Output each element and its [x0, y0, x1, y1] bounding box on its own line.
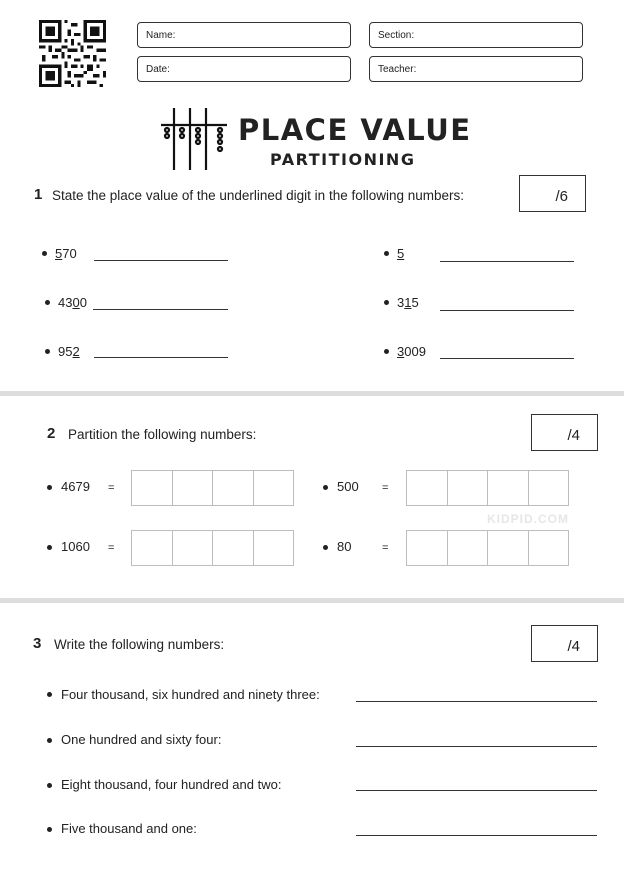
q2-number-2: 500 — [337, 479, 359, 494]
equals-sign: = — [382, 542, 389, 554]
partition-cell[interactable] — [528, 470, 570, 506]
bullet — [47, 545, 52, 550]
q3-item-2: One hundred and sixty four: — [61, 732, 222, 747]
underlined-digit: 3 — [397, 344, 405, 359]
q2-number-3: 1060 — [61, 539, 90, 554]
bullet — [47, 827, 52, 832]
section-divider — [0, 598, 624, 603]
name-field[interactable]: Name: — [137, 22, 351, 48]
equals-sign: = — [382, 482, 389, 494]
q2-score-box: /4 — [531, 414, 598, 451]
q1-number-5: 952 — [58, 344, 80, 359]
teacher-field[interactable]: Teacher: — [369, 56, 583, 82]
partition-boxes-2[interactable] — [406, 470, 568, 506]
bullet — [384, 349, 389, 354]
q1-number: 1 — [34, 186, 43, 203]
q1-answer-line-4[interactable] — [440, 310, 574, 311]
bullet — [47, 738, 52, 743]
partition-cell[interactable] — [528, 530, 570, 566]
q3-answer-line-4[interactable] — [356, 835, 597, 836]
date-field[interactable]: Date: — [137, 56, 351, 82]
partition-cell[interactable] — [406, 470, 448, 506]
q1-answer-line-5[interactable] — [94, 357, 228, 358]
q3-answer-line-2[interactable] — [356, 746, 597, 747]
partition-boxes-1[interactable] — [131, 470, 293, 506]
bullet — [45, 300, 50, 305]
q3-item-3: Eight thousand, four hundred and two: — [61, 777, 282, 792]
partition-cell[interactable] — [131, 530, 173, 566]
partition-boxes-3[interactable] — [131, 530, 293, 566]
page-subtitle: PARTITIONING — [270, 150, 416, 169]
underlined-digit: 0 — [72, 295, 80, 310]
section-field[interactable]: Section: — [369, 22, 583, 48]
bullet — [47, 783, 52, 788]
partition-cell[interactable] — [406, 530, 448, 566]
section-divider — [0, 391, 624, 396]
q1-answer-line-2[interactable] — [440, 261, 574, 262]
partition-cell[interactable] — [487, 530, 529, 566]
q2-instruction: Partition the following numbers: — [68, 427, 257, 442]
partition-cell[interactable] — [253, 530, 295, 566]
q1-number-3: 4300 — [58, 295, 87, 310]
bullet — [384, 300, 389, 305]
partition-cell[interactable] — [212, 530, 254, 566]
q1-score-box: /6 — [519, 175, 586, 212]
q1-number-6: 3009 — [397, 344, 426, 359]
q2-number: 2 — [47, 425, 56, 442]
underlined-digit: 5 — [397, 246, 405, 261]
q1-number-4: 315 — [397, 295, 419, 310]
partition-cell[interactable] — [253, 470, 295, 506]
q1-answer-line-6[interactable] — [440, 358, 574, 359]
q2-number-1: 4679 — [61, 479, 90, 494]
q3-score-box: /4 — [531, 625, 598, 662]
bullet — [384, 251, 389, 256]
q1-instruction: State the place value of the underlined digit in the following numbers: — [52, 188, 465, 203]
q3-instruction: Write the following numbers: — [54, 637, 225, 652]
partition-cell[interactable] — [447, 470, 489, 506]
q3-answer-line-1[interactable] — [356, 701, 597, 702]
q3-item-1: Four thousand, six hundred and ninety three: — [61, 687, 320, 702]
bullet — [323, 545, 328, 550]
partition-cell[interactable] — [172, 530, 214, 566]
partition-cell[interactable] — [487, 470, 529, 506]
q3-number: 3 — [33, 635, 42, 652]
bullet — [47, 485, 52, 490]
bullet — [47, 692, 52, 697]
bullet — [323, 485, 328, 490]
q1-number-2 — [397, 246, 404, 261]
bullet — [45, 349, 50, 354]
equals-sign: = — [108, 482, 115, 494]
page-title: PLACE VALUE — [238, 113, 472, 147]
watermark: KIDPID.COM — [487, 512, 569, 526]
q3-item-4: Five thousand and one: — [61, 821, 197, 836]
q2-number-4: 80 — [337, 539, 352, 554]
underlined-digit: 5 — [55, 246, 63, 261]
partition-cell[interactable] — [172, 470, 214, 506]
equals-sign: = — [108, 542, 115, 554]
q3-answer-line-3[interactable] — [356, 790, 597, 791]
underlined-digit: 2 — [72, 344, 80, 359]
partition-cell[interactable] — [447, 530, 489, 566]
abacus-icon — [160, 104, 228, 172]
underlined-digit: 1 — [404, 295, 412, 310]
partition-cell[interactable] — [212, 470, 254, 506]
q1-answer-line-3[interactable] — [93, 309, 228, 310]
q1-answer-line-1[interactable] — [94, 260, 228, 261]
partition-boxes-4[interactable] — [406, 530, 568, 566]
qr-code — [39, 20, 106, 87]
partition-cell[interactable] — [131, 470, 173, 506]
q1-number-1: 570 — [55, 246, 77, 261]
bullet — [42, 251, 47, 256]
